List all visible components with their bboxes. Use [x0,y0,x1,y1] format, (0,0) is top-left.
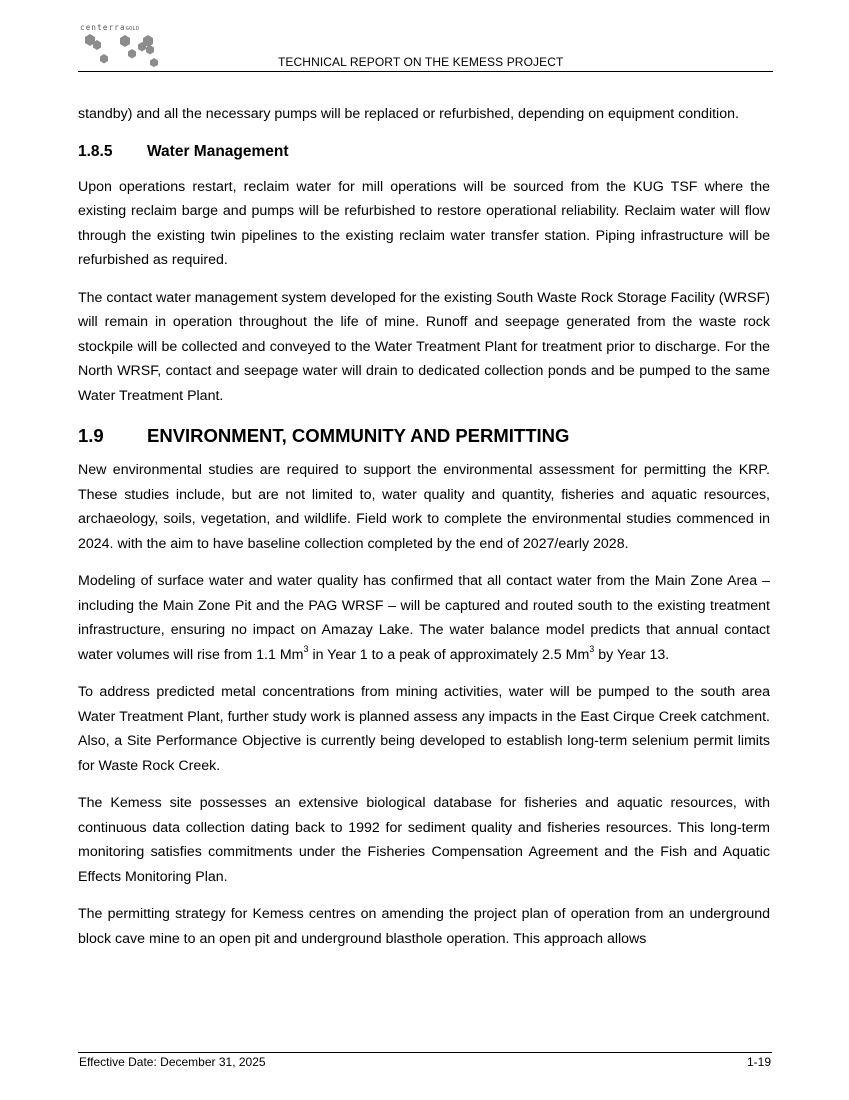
section-title: Water Management [147,142,289,160]
section-title: ENVIRONMENT, COMMUNITY AND PERMITTING [147,425,570,446]
paragraph-environmental-studies: New environmental studies are required to support the environmental assessment for permitting the KRP. These studies include, but are not limited to, water quality and quantity, fisheries and aquatic resources, archaeology, soils, vegetation, and wildlife. Field work to complete the environmental studies commenced in 2024. with the aim to have baseline collection completed by the end of 2027/early 2028. [78,462,770,552]
paragraph-permitting-strategy: The permitting strategy for Kemess centres on amending the project plan of operation from an underground block cave mine to an open pit and underground blasthole operation. This approach allows [78,906,770,947]
section-heading-1-8-5 [78,140,770,164]
effective-date: Effective Date: December 31, 2025 [79,1055,266,1069]
paragraph-water-modeling: Modeling of surface water and water quality has confirmed that all contact water from the Main Zone Area – including the Main Zone Pit and the PAG WRSF – will be captured and routed south to the existing treatment infrastructure, ensuring no impact on Amazay Lake. The water balance model predicts that annual contact water volumes will rise from 1.1 Mm$^3$ in Year 1 to a peak of approximately 2.5 Mm$^3$ by Year 13. [78,573,770,663]
section-number: 1.8.5 [78,142,113,160]
paragraph-biological-database: The Kemess site possesses an extensive biological database for fisheries and aquatic resources, with continuous data collection dating back to 1992 for sediment quality and fisheries resources. This long-term monitoring satisfies commitments under the Fisheries Compensation Agreement and the Fish and Aquatic Effects Monitoring Plan. [78,795,770,885]
page-number: 1-19 [746,1055,771,1069]
page-footer [78,1052,772,1069]
section-heading-1-9 [78,421,770,451]
section-number: 1.9 [78,425,104,446]
paragraph-metal-concentrations: To address predicted metal concentrations from mining activities, water will be pumped to the south area Water Treatment Plant, further study work is planned assess any impacts in the East Cirque Creek catchment. Also, a Site Performance Objective is currently being developed to establish long-term selenium permit limits for Waste Rock Creek. [78,684,770,774]
paragraph-reclaim-water: Upon operations restart, reclaim water for mill operations will be sourced from the KUG TSF where the existing reclaim barge and pumps will be refurbished to restore operational reliability. Reclaim water will flow through the existing twin pipelines to the existing reclaim water transfer station. Piping infrastructure will be refurbished as required. [78,178,770,268]
logo-wordmark: centerraGOLD [80,23,140,32]
page-body [78,102,770,964]
company-logo [80,23,170,69]
paragraph-contact-water: The contact water management system developed for the existing South Waste Rock Storage Facility (WRSF) will remain in operation throughout the life of mine. Runoff and seepage generated from the waste rock stockpile will be collected and conveyed to the Water Treatment Plant for treatment prior to discharge. For the North WRSF, contact and seepage water will drain to dedicated collection ponds and be pumped to the same Water Treatment Plant. [78,289,770,404]
report-title: TECHNICAL REPORT ON THE KEMESS PROJECT [278,55,564,69]
paragraph-continuation: standby) and all the necessary pumps will be replaced or refurbished, depending on equipment condition. [78,106,739,122]
logo-hexagons-icon [80,33,160,67]
page-header [78,20,773,72]
